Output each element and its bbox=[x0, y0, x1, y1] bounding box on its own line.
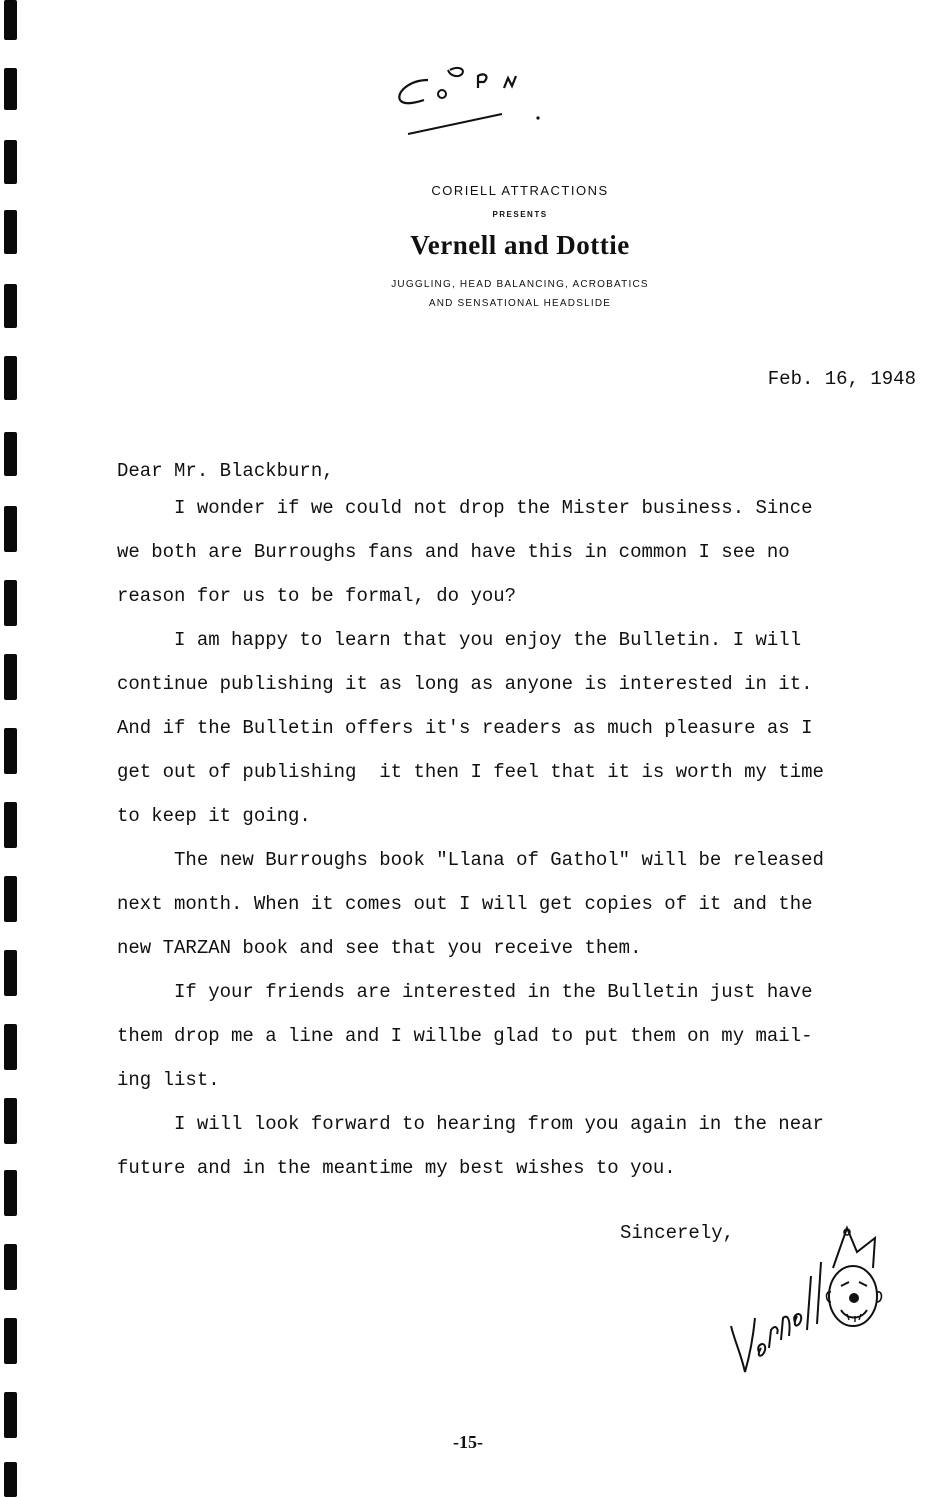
letterhead-subtitle-line-1: JUGGLING, HEAD BALANCING, ACROBATICS bbox=[391, 279, 649, 290]
letter-date: Feb. 16, 1948 bbox=[767, 368, 916, 390]
letter-closing: Sincerely, bbox=[620, 1222, 735, 1244]
binding-holes bbox=[0, 0, 40, 1497]
letter-line: future and in the meantime my best wishes to you. bbox=[117, 1157, 676, 1179]
letter-line: we both are Burroughs fans and have this in common I see no bbox=[117, 541, 790, 563]
copy-handwritten-mark bbox=[390, 58, 560, 148]
letter-line: And if the Bulletin offers it's readers as much pleasure as I bbox=[117, 717, 813, 739]
letter-line: The new Burroughs book "Llana of Gathol" will be released bbox=[117, 849, 824, 871]
letter-line: to keep it going. bbox=[117, 805, 311, 827]
letter-line: I am happy to learn that you enjoy the Bulletin. I will bbox=[117, 629, 802, 651]
letterhead-title: Vernell and Dottie bbox=[410, 230, 630, 260]
letterhead-subtitle-line-2: AND SENSATIONAL HEADSLIDE bbox=[428, 298, 612, 309]
letter-line: ing list. bbox=[117, 1069, 220, 1091]
letter-line: them drop me a line and I willbe glad to put them on my mail- bbox=[117, 1025, 813, 1047]
page-number: -15- bbox=[453, 1432, 483, 1452]
letterhead-company: CORIELL ATTRACTIONS bbox=[431, 183, 609, 198]
handwritten-signature-with-clown-sketch bbox=[725, 1218, 895, 1388]
letter-line: I will look forward to hearing from you again in the near bbox=[117, 1113, 824, 1135]
letter-line: I wonder if we could not drop the Mister business. Since bbox=[117, 497, 813, 519]
letterhead-presents: PRESENTS bbox=[492, 210, 548, 219]
letter-line: reason for us to be formal, do you? bbox=[117, 585, 517, 607]
letter-line: get out of publishing it then I feel that it is worth my time bbox=[117, 761, 824, 783]
letter-line: next month. When it comes out I will get copies of it and the bbox=[117, 893, 813, 915]
letter-line: continue publishing it as long as anyone is interested in it. bbox=[117, 673, 813, 695]
letter-line: new TARZAN book and see that you receive them. bbox=[117, 937, 642, 959]
letter-salutation: Dear Mr. Blackburn, bbox=[117, 460, 334, 482]
letter-line: If your friends are interested in the Bulletin just have bbox=[117, 981, 813, 1003]
